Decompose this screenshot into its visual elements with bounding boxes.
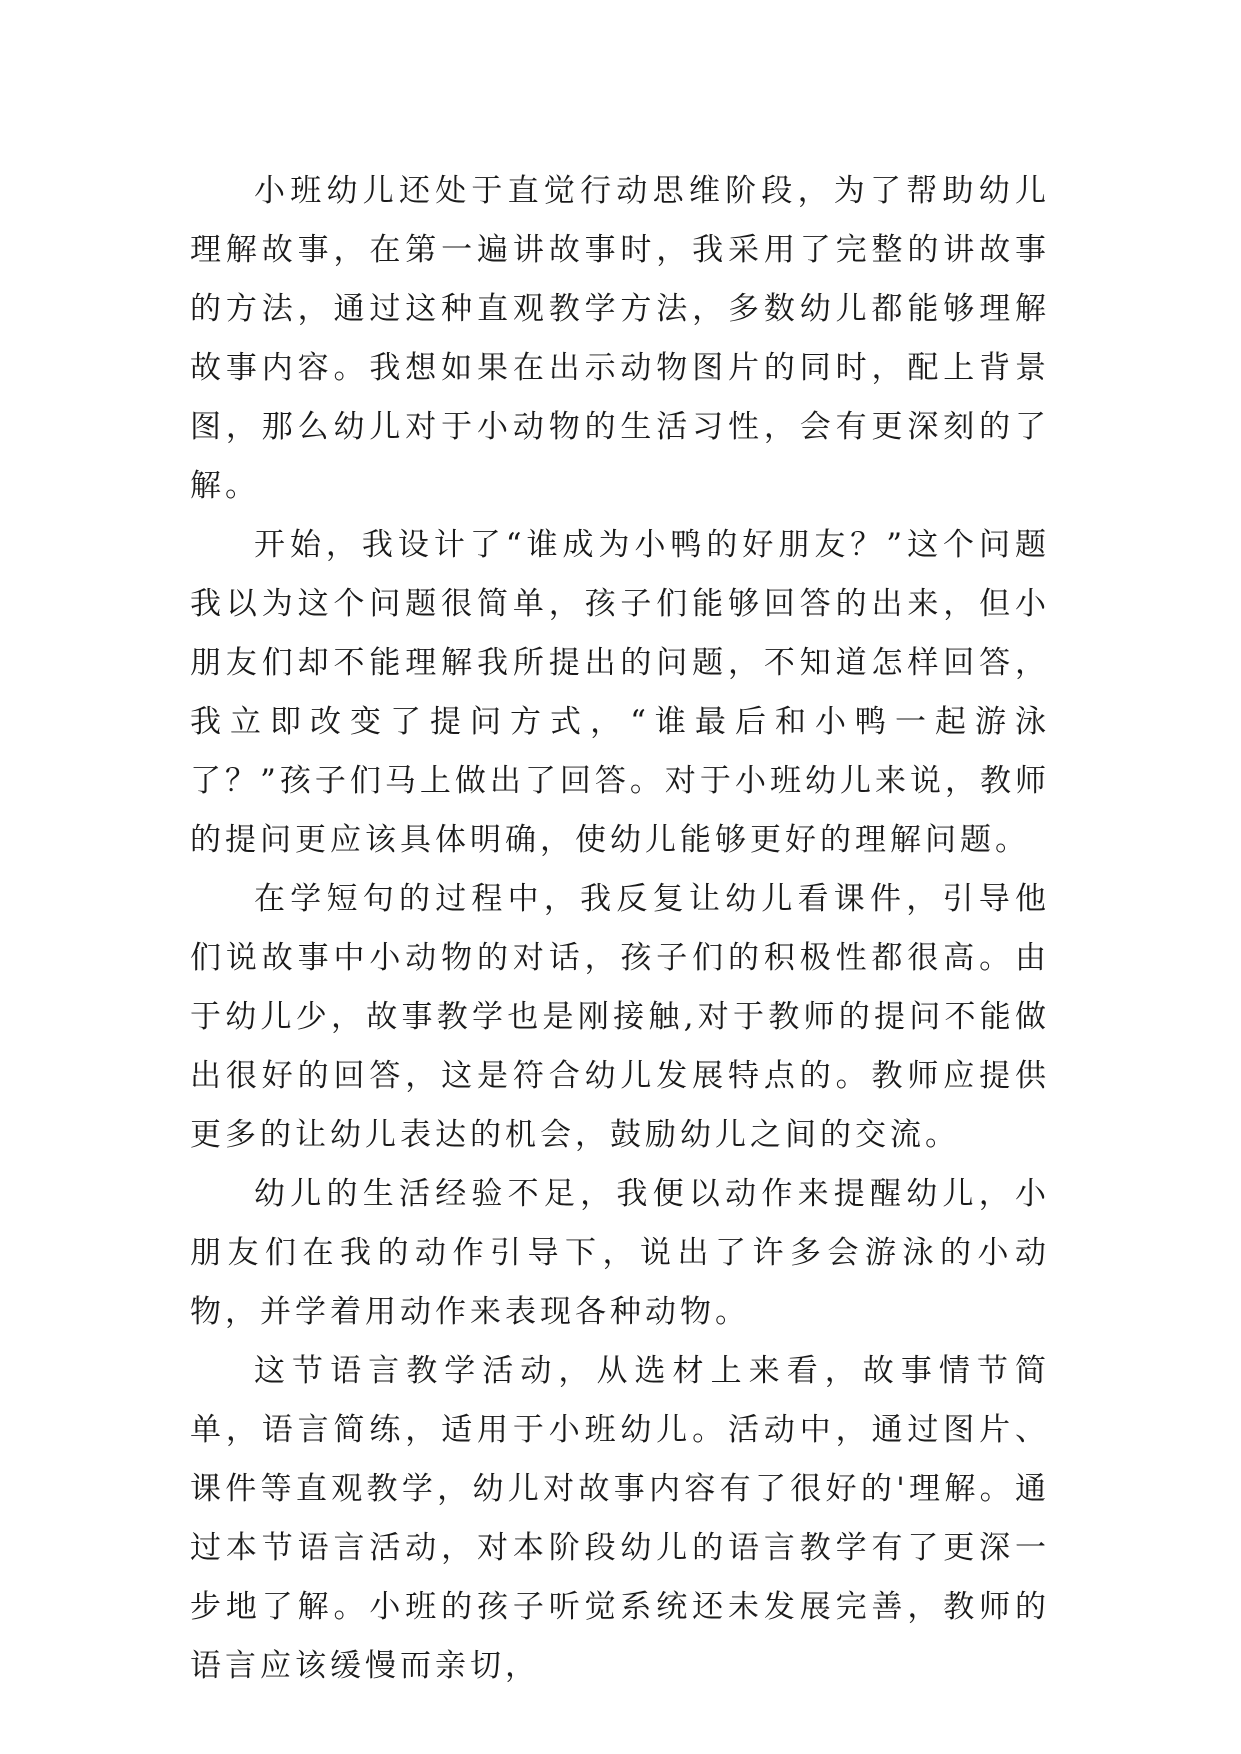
paragraph-1: 小班幼儿还处于直觉行动思维阶段，为了帮助幼儿理解故事，在第一遍讲故事时，我采用了完整的讲故事的方法，通过这种直观教学方法，多数幼儿都能够理解故事内容。我想如果在出示动物图片的同时，配上背景图，那么幼儿对于小动物的生活习性，会有更深刻的了解。	[190, 173, 1050, 504]
paragraph-2: 开始，我设计了“谁成为小鸭的好朋友？”这个问题我以为这个问题很简单，孩子们能够回答的出来，但小朋友们却不能理解我所提出的问题，不知道怎样回答，我立即改变了提问方式，“谁最后和小鸭一起游泳了？”孩子们马上做出了回答。对于小班幼儿来说，教师的提问更应该具体明确，使幼儿能够更好的理解问题。	[190, 527, 1050, 858]
paragraph-3: 在学短句的过程中，我反复让幼儿看课件，引导他们说故事中小动物的对话，孩子们的积极性都很高。由于幼儿少，故事教学也是刚接触,对于教师的提问不能做出很好的回答，这是符合幼儿发展特点的。教师应提供更多的让幼儿表达的机会，鼓励幼儿之间的交流。	[190, 881, 1050, 1153]
document-body	[190, 162, 1050, 1696]
paragraph-5: 这节语言教学活动，从选材上来看，故事情节简单，语言简练，适用于小班幼儿。活动中，通过图片、课件等直观教学，幼儿对故事内容有了很好的'理解。通过本节语言活动，对本阶段幼儿的语言教学有了更深一步地了解。小班的孩子听觉系统还未发展完善，教师的语言应该缓慢而亲切，	[190, 1353, 1050, 1684]
paragraph-4: 幼儿的生活经验不足，我便以动作来提醒幼儿，小朋友们在我的动作引导下，说出了许多会游泳的小动物，并学着用动作来表现各种动物。	[190, 1176, 1050, 1330]
